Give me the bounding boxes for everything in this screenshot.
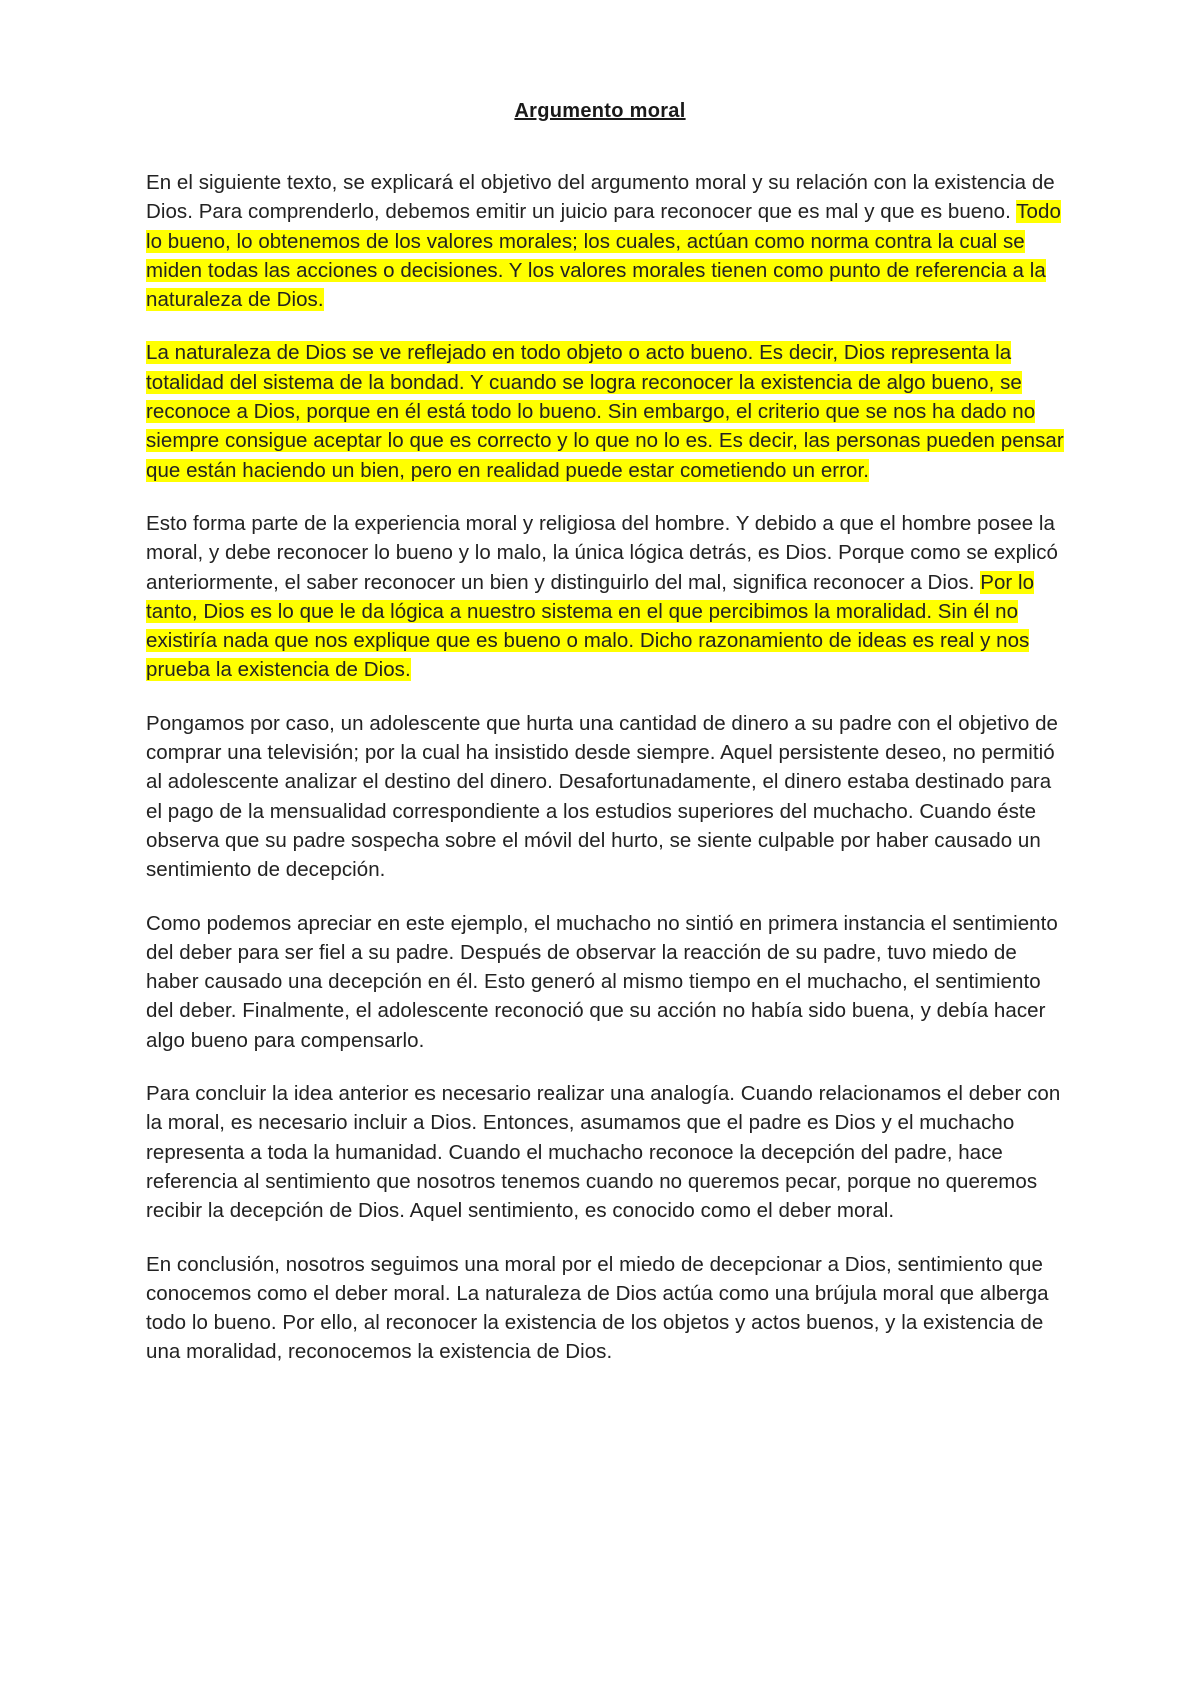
- paragraph-3-highlighted-text: Por lo tanto, Dios es lo que le da lógica a nuestro sistema en el que percibimos la moralidad. Sin él no existiría nada que nos explique que es bueno o malo. Dicho razonamiento de ideas es real y nos prueba la existencia de Dios.: [146, 570, 1035, 682]
- paragraph-3-text: Esto forma parte de la experiencia moral y religiosa del hombre. Y debido a que el hombre posee la moral, y debe reconocer lo bueno y lo malo, la única lógica detrás, es Dios. Porque como se explicó anteriormente, el saber reconocer un bien y distinguirlo del mal, significa reconocer a Dios.: [146, 511, 1058, 594]
- paragraph-7: [146, 1250, 1066, 1367]
- paragraph-2: [146, 338, 1066, 484]
- paragraph-1-highlighted-text: Todo lo bueno, lo obtenemos de los valores morales; los cuales, actúan como norma contra la cual se miden todas las acciones o decisiones. Y los valores morales tienen como punto de referencia a la naturaleza de Dios.: [146, 200, 1061, 312]
- paragraph-6: [146, 1079, 1066, 1225]
- paragraph-6-text: Para concluir la idea anterior es necesario realizar una analogía. Cuando relacionamos el deber con la moral, es necesario incluir a Dios. Entonces, asumamos que el padre es Dios y el muchacho representa a toda la humanidad. Cuando el muchacho reconoce la decepción del padre, hace referencia al sentimiento que nosotros tenemos cuando no queremos pecar, porque no queremos recibir la decepción de Dios. Aquel sentimiento, es conocido como el deber moral.: [146, 1082, 1061, 1223]
- paragraph-4: [146, 709, 1066, 885]
- paragraph-7-text: En conclusión, nosotros seguimos una moral por el miedo de decepcionar a Dios, sentimiento que conocemos como el deber moral. La naturaleza de Dios actúa como una brújula moral que alberga todo lo bueno. Por ello, al reconocer la existencia de los objetos y actos buenos, y la existencia de una moralidad, reconocemos la existencia de Dios.: [146, 1252, 1049, 1364]
- paragraph-1-text: En el siguiente texto, se explicará el objetivo del argumento moral y su relación con la existencia de Dios. Para comprenderlo, debemos emitir un juicio para reconocer que es mal y que es bueno.: [146, 171, 1055, 224]
- document-body: [146, 168, 1066, 1391]
- document-title: Argumento moral: [514, 100, 686, 122]
- paragraph-1: [146, 168, 1066, 314]
- paragraph-5: [146, 909, 1066, 1055]
- paragraph-2-highlighted-text: La naturaleza de Dios se ve reflejado en todo objeto o acto bueno. Es decir, Dios representa la totalidad del sistema de la bondad. Y cuando se logra reconocer la existencia de algo bueno, se reconoce a Dios, porque en él está todo lo bueno. Sin embargo, el criterio que se nos ha dado no siempre consigue aceptar lo que es correcto y lo que no lo es. Es decir, las personas pueden pensar que están haciendo un bien, pero en realidad puede estar cometiendo un error.: [146, 341, 1064, 482]
- paragraph-5-text: Como podemos apreciar en este ejemplo, el muchacho no sintió en primera instancia el sentimiento del deber para ser fiel a su padre. Después de observar la reacción de su padre, tuvo miedo de haber causado una decepción en él. Esto generó al mismo tiempo en el muchacho, el sentimiento del deber. Finalmente, el adolescente reconoció que su acción no había sido buena, y debía hacer algo bueno para compensarlo.: [146, 911, 1058, 1052]
- paragraph-3: [146, 509, 1066, 685]
- paragraph-4-text: Pongamos por caso, un adolescente que hurta una cantidad de dinero a su padre con el objetivo de comprar una televisión; por la cual ha insistido desde siempre. Aquel persistente deseo, no permitió al adolescente analizar el destino del dinero. Desafortunadamente, el dinero estaba destinado para el pago de la mensualidad correspondiente a los estudios superiores del muchacho. Cuando éste observa que su padre sospecha sobre el móvil del hurto, se siente culpable por haber causado un sentimiento de decepción.: [146, 711, 1058, 882]
